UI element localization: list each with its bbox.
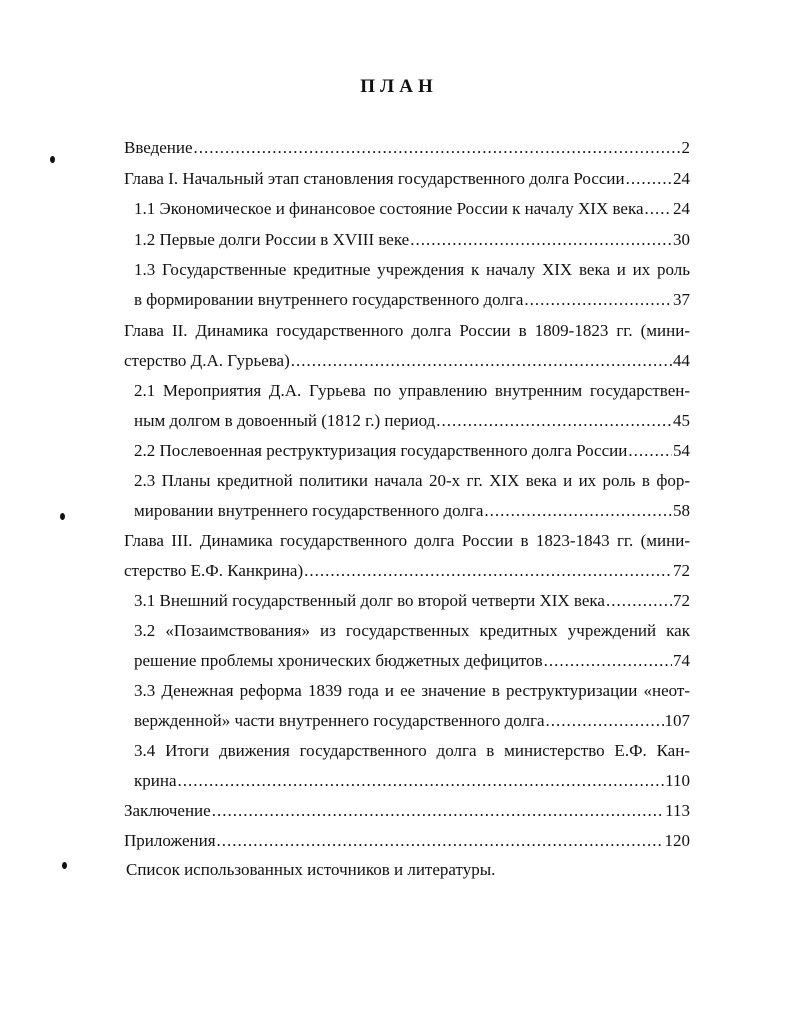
toc-entry-text: решение проблемы хронических бюджетных дефицитов (134, 651, 543, 670)
toc-entry-chapter-3-line1[interactable]: Глава III. Динамика государственного долга России в 1823-1843 гг. (мини- (124, 531, 690, 550)
dot-leader (524, 289, 672, 311)
toc-entry-appendix[interactable] (124, 830, 690, 852)
toc-entry-chapter-2-line2[interactable] (124, 350, 690, 372)
dot-leader (291, 350, 672, 372)
toc-entry-section-1-1[interactable] (134, 198, 690, 220)
dot-leader (194, 137, 681, 159)
toc-page-number: 30 (673, 230, 690, 249)
toc-entry-sources[interactable]: Список использованных источников и литературы. (126, 860, 496, 879)
toc-page-number: 37 (673, 290, 690, 309)
toc-entry-section-3-2-line2[interactable] (134, 650, 690, 672)
toc-page-number: 58 (673, 501, 690, 520)
toc-entry-section-3-4-line1[interactable]: 3.4 Итоги движения государственного долга в министерство Е.Ф. Кан- (134, 741, 690, 760)
dot-leader (626, 168, 672, 190)
margin-mark (62, 862, 67, 869)
toc-page-number: 24 (673, 199, 690, 218)
toc-page-number: 45 (673, 411, 690, 430)
toc-entry-text: стерство Е.Ф. Канкрина) (124, 561, 304, 580)
toc-entry-section-3-4-line2[interactable] (134, 770, 690, 792)
toc-page-number: 44 (673, 351, 690, 370)
margin-mark (60, 513, 65, 520)
toc-entry-text: мировании внутреннего государственного долга (134, 501, 484, 520)
toc-page-number: 120 (664, 831, 690, 850)
dot-leader (484, 500, 672, 522)
toc-page-number: 72 (673, 561, 690, 580)
toc-entry-text: вержденной» части внутреннего государственного долга (134, 711, 545, 730)
toc-entry-text: 2.2 Послевоенная реструктуризация государственного долга России (134, 441, 628, 460)
dot-leader (178, 770, 665, 792)
dot-leader (645, 198, 672, 220)
toc-entry-section-2-1-line2[interactable] (134, 410, 690, 432)
toc-entry-section-2-1-line1[interactable]: 2.1 Мероприятия Д.А. Гурьева по управлению внутренним государствен- (134, 381, 690, 400)
toc-entry-text: стерство Д.А. Гурьева) (124, 351, 290, 370)
toc-page-number: 2 (681, 138, 690, 157)
dot-leader (628, 440, 672, 462)
toc-page-number: 110 (665, 771, 690, 790)
toc-page-number: 107 (664, 711, 690, 730)
margin-mark (50, 156, 55, 163)
toc-page-number: 72 (673, 591, 690, 610)
toc-entry-section-2-3-line1[interactable]: 2.3 Планы кредитной политики начала 20-х гг. XIX века и их роль в фор- (134, 471, 690, 490)
toc-entry-text: 1.1 Экономическое и финансовое состояние России к началу XIX века (134, 199, 644, 218)
toc-entry-section-3-1[interactable] (134, 590, 690, 612)
toc-entry-text: 3.1 Внешний государственный долг во второй четверти XIX века (134, 591, 605, 610)
toc-entry-section-2-2[interactable] (134, 440, 690, 462)
page-title: ПЛАН (360, 76, 438, 97)
toc-entry-intro[interactable] (124, 137, 690, 159)
toc-entry-section-3-3-line1[interactable]: 3.3 Денежная реформа 1839 года и ее значение в реструктуризации «неот- (134, 681, 690, 700)
toc-entry-section-1-3-line1[interactable]: 1.3 Государственные кредитные учреждения к началу XIX века и их роль (134, 260, 690, 279)
toc-entry-chapter-1[interactable] (124, 168, 690, 190)
dot-leader (544, 650, 672, 672)
dot-leader (217, 830, 664, 852)
toc-entry-section-1-3-line2[interactable] (134, 289, 690, 311)
dot-leader (606, 590, 672, 612)
toc-page-number: 74 (673, 651, 690, 670)
dot-leader (212, 800, 664, 822)
toc-entry-text: крина (134, 771, 177, 790)
toc-entry-section-3-3-line2[interactable] (134, 710, 690, 732)
dot-leader (410, 229, 672, 251)
toc-page-number: 54 (673, 441, 690, 460)
toc-entry-text: Заключение (124, 801, 211, 820)
toc-entry-section-2-3-line2[interactable] (134, 500, 690, 522)
dot-leader (304, 560, 672, 582)
dot-leader (436, 410, 672, 432)
toc-entry-text: Приложения (124, 831, 216, 850)
toc-page-number: 24 (673, 169, 690, 188)
toc-entry-text: 1.2 Первые долги России в XVIII веке (134, 230, 410, 249)
toc-entry-chapter-3-line2[interactable] (124, 560, 690, 582)
toc-entry-section-1-2[interactable] (134, 229, 690, 251)
toc-entry-text: ным долгом в довоенный (1812 г.) период (134, 411, 436, 430)
dot-leader (546, 710, 664, 732)
toc-entry-chapter-2-line1[interactable]: Глава II. Динамика государственного долга России в 1809-1823 гг. (мини- (124, 321, 690, 340)
toc-page-number: 113 (665, 801, 690, 820)
toc-entry-text: Введение (124, 138, 193, 157)
toc-entry-text: в формировании внутреннего государственного долга (134, 290, 524, 309)
toc-entry-conclusion[interactable] (124, 800, 690, 822)
toc-entry-text: Глава I. Начальный этап становления государственного долга России (124, 169, 625, 188)
toc-entry-section-3-2-line1[interactable]: 3.2 «Позаимствования» из государственных кредитных учреждений как (134, 621, 690, 640)
